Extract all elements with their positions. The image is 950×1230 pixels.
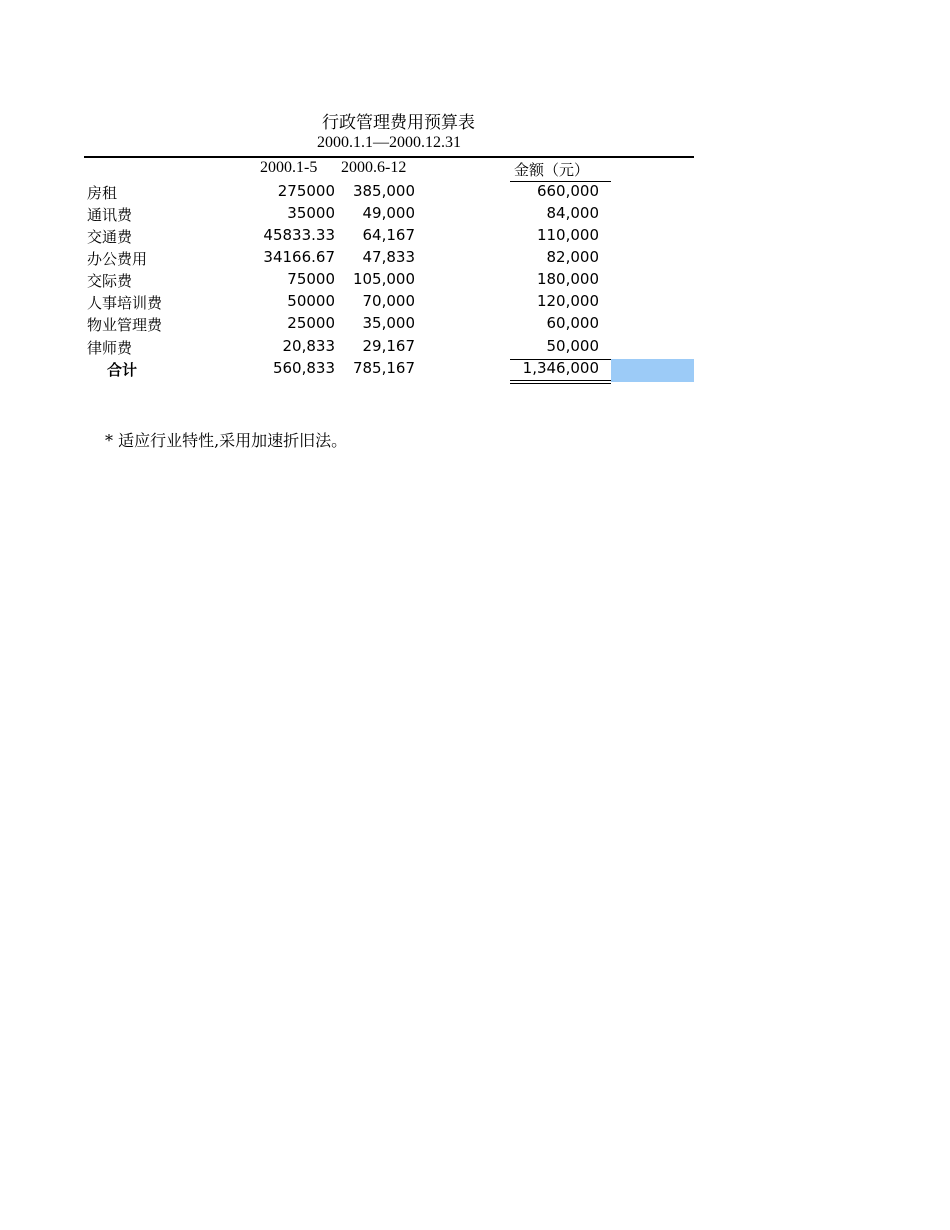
cell-amount[interactable]: 120,000 — [536, 292, 599, 310]
period-range: 2000.1.1—2000.12.31 — [317, 134, 461, 151]
cell-period-1[interactable]: 50000 — [287, 292, 335, 310]
cell-period-2[interactable]: 64,167 — [362, 226, 415, 244]
row-label: 办公费用 — [87, 250, 148, 268]
table-row — [0, 226, 950, 248]
table-row — [0, 292, 950, 314]
cell-period-2[interactable]: 47,833 — [362, 248, 415, 266]
cell-period-2[interactable]: 70,000 — [362, 292, 415, 310]
cell-period-1[interactable]: 35000 — [287, 204, 335, 222]
cell-amount[interactable]: 660,000 — [536, 182, 599, 200]
cell-amount[interactable]: 60,000 — [546, 314, 599, 332]
cell-amount[interactable]: 180,000 — [536, 270, 599, 288]
cell-period-2[interactable]: 105,000 — [352, 270, 415, 288]
cell-period-1[interactable]: 34166.67 — [263, 248, 335, 266]
table-row — [0, 182, 950, 204]
header-divider — [84, 156, 694, 158]
cell-period-2[interactable]: 49,000 — [362, 204, 415, 222]
total-row — [0, 359, 950, 381]
cell-period-2[interactable]: 35,000 — [362, 314, 415, 332]
column-header-period-2: 2000.6-12 — [341, 159, 407, 176]
table-row — [0, 204, 950, 226]
cell-period-2[interactable]: 385,000 — [352, 182, 415, 200]
cell-amount[interactable]: 82,000 — [546, 248, 599, 266]
sheet-title: 行政管理费用预算表 — [322, 113, 475, 133]
total-period-1[interactable]: 560,833 — [272, 359, 335, 377]
table-row — [0, 270, 950, 292]
footnote: * 适应行业特性,采用加速折旧法。 — [105, 431, 348, 450]
table-row — [0, 337, 950, 359]
cell-amount[interactable]: 110,000 — [536, 226, 599, 244]
table-row — [0, 248, 950, 270]
total-amount[interactable]: 1,346,000 — [522, 359, 599, 377]
row-label: 交际费 — [87, 272, 133, 290]
cell-period-1[interactable]: 25000 — [287, 314, 335, 332]
total-label: 合计 — [107, 361, 138, 379]
cell-amount[interactable]: 84,000 — [546, 204, 599, 222]
cell-amount[interactable]: 50,000 — [546, 337, 599, 355]
cell-period-1[interactable]: 275000 — [277, 182, 335, 200]
row-label: 房租 — [87, 184, 118, 202]
total-double-underline — [510, 380, 611, 384]
column-header-period-1: 2000.1-5 — [260, 159, 318, 176]
total-period-2[interactable]: 785,167 — [352, 359, 415, 377]
row-label: 律师费 — [87, 339, 133, 357]
table-row — [0, 314, 950, 336]
cell-period-1[interactable]: 75000 — [287, 270, 335, 288]
row-label: 通讯费 — [87, 206, 133, 224]
column-header-amount: 金额（元） — [514, 161, 590, 179]
cell-period-2[interactable]: 29,167 — [362, 337, 415, 355]
cell-period-1[interactable]: 45833.33 — [263, 226, 335, 244]
row-label: 交通费 — [87, 228, 133, 246]
row-label: 物业管理费 — [87, 316, 163, 334]
cell-period-1[interactable]: 20,833 — [282, 337, 335, 355]
row-label: 人事培训费 — [87, 294, 163, 312]
